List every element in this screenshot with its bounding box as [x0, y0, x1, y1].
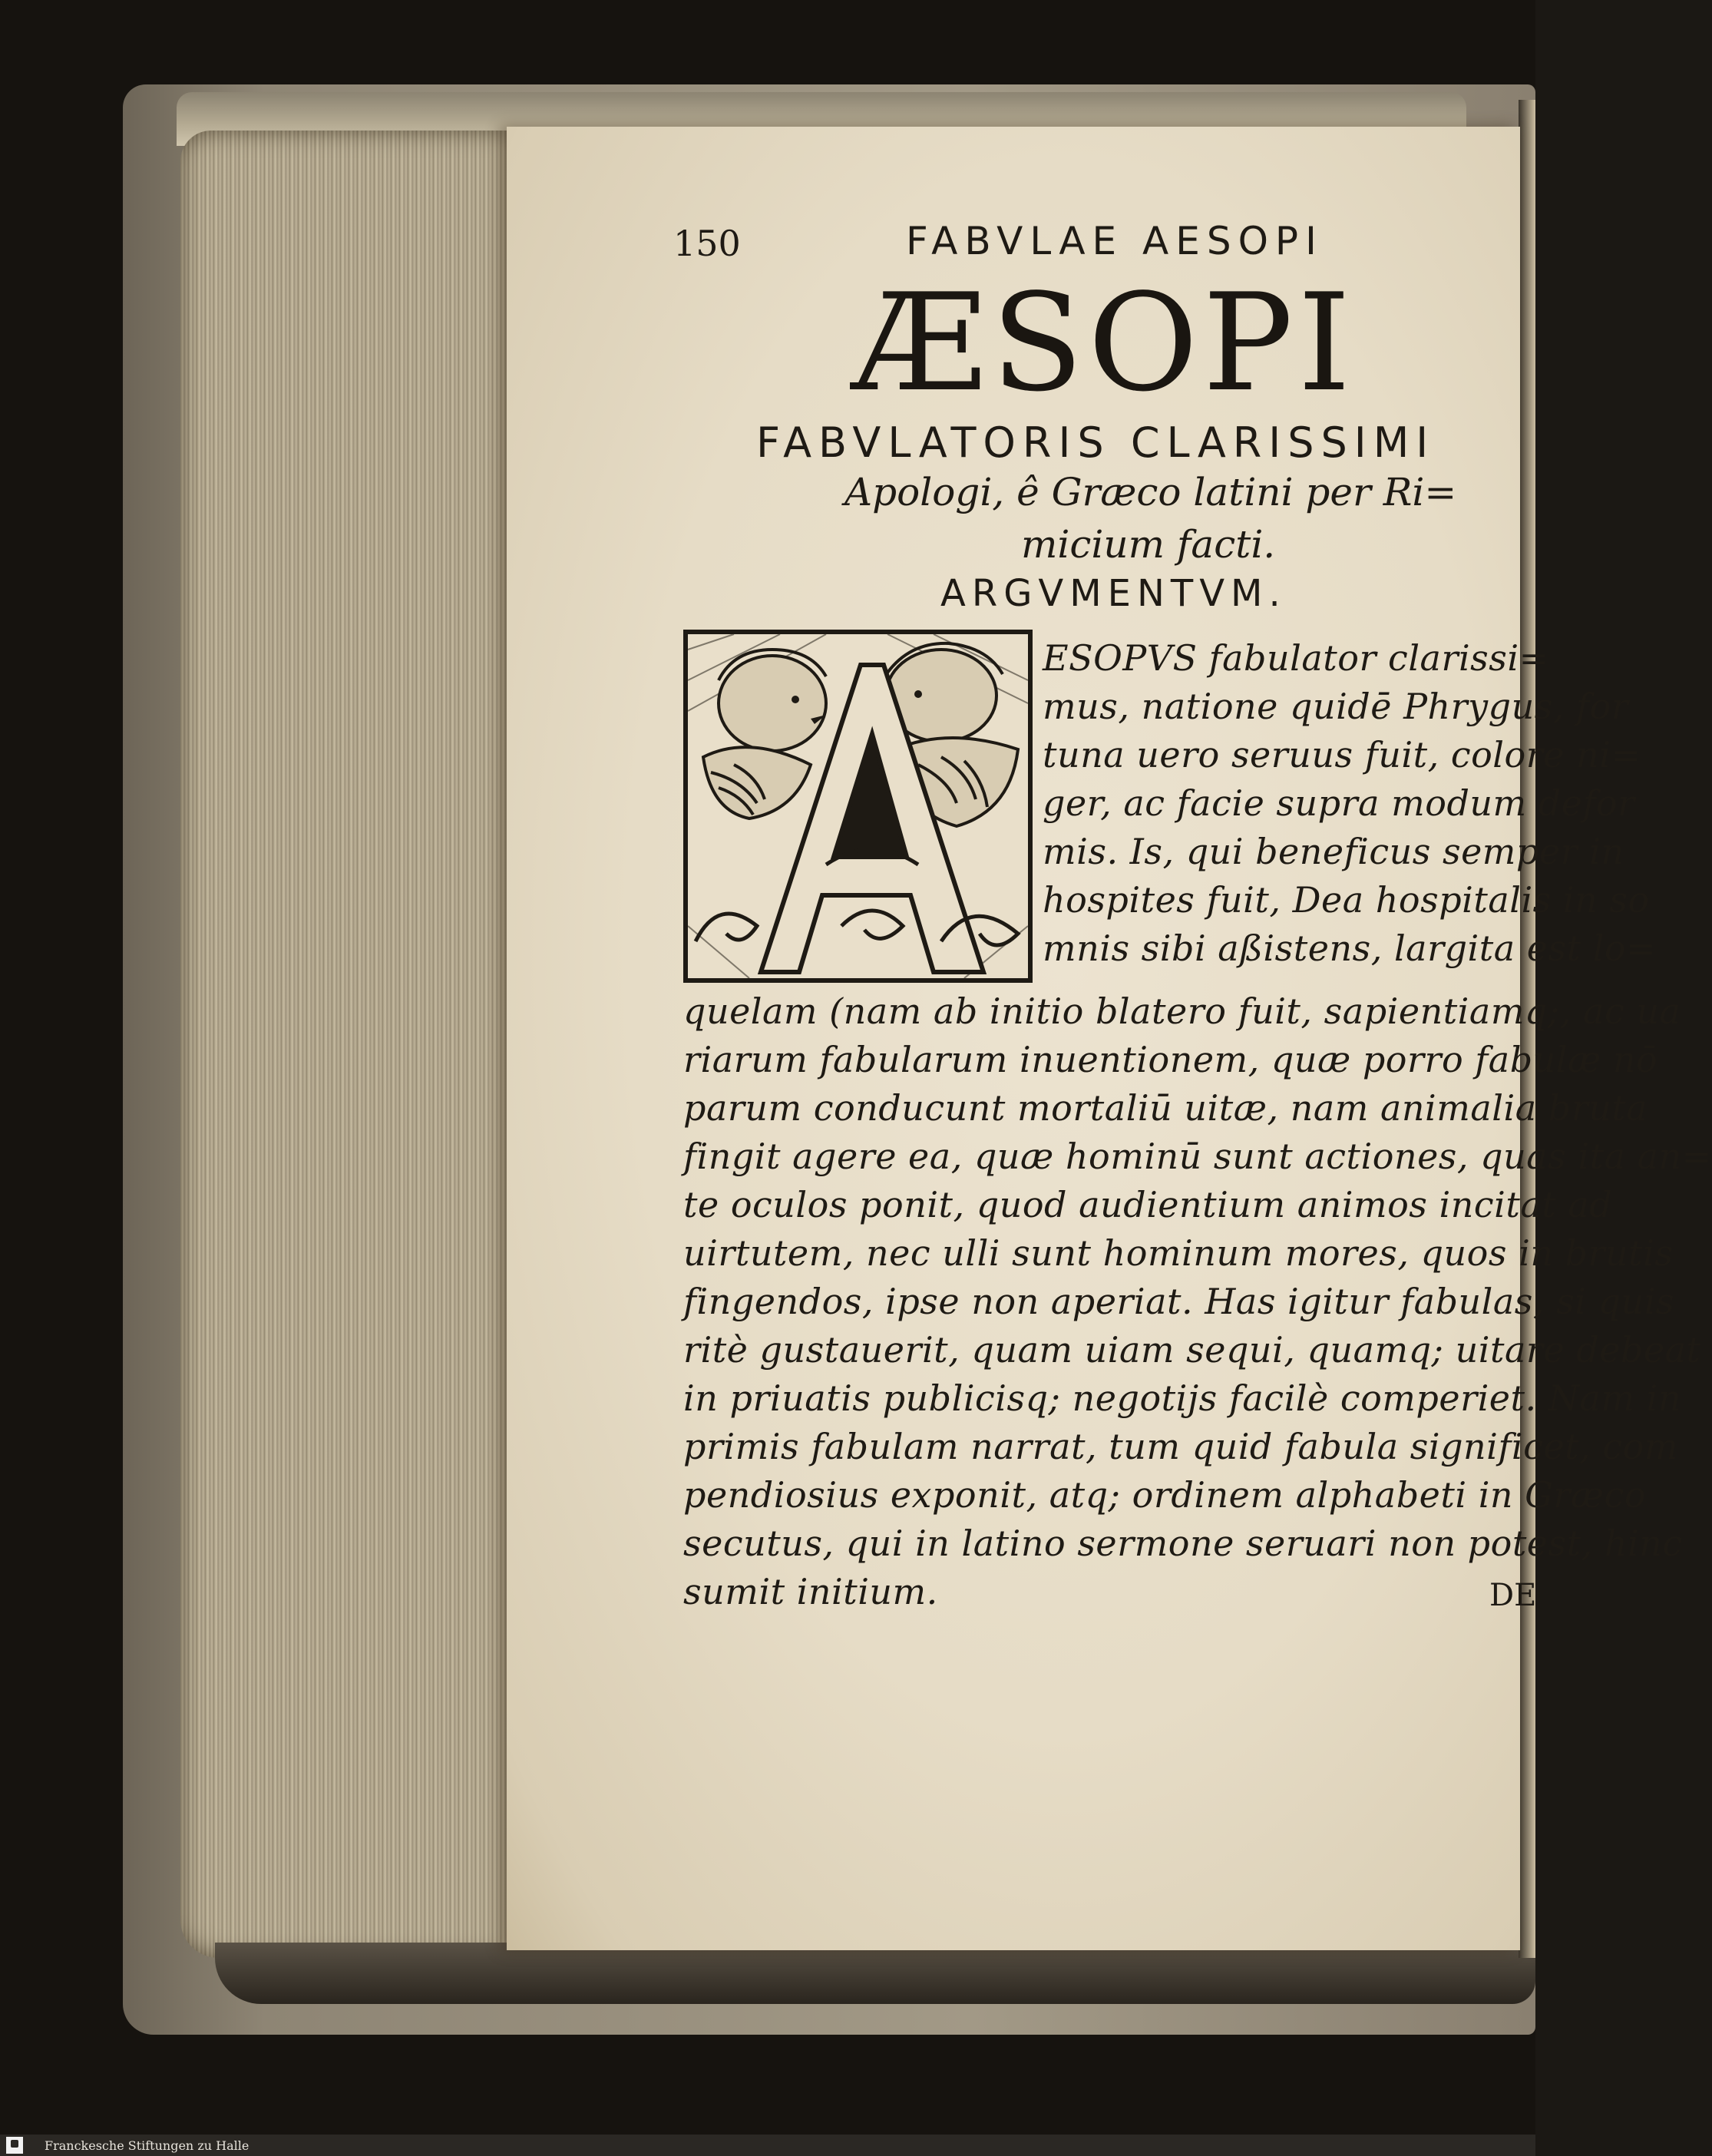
text-line: tuna uero seruus fuit, colore ni=: [1043, 734, 1641, 775]
footer-bar: [0, 2135, 1535, 2156]
page-number: 150: [673, 223, 741, 264]
text-line: te oculos ponit, quod audientium animos incitat ad: [683, 1184, 1613, 1225]
text-line: secutus, qui in latino sermone seruari non potest, hinc: [683, 1523, 1683, 1564]
text-line: parum conducunt mortaliū uitæ, nam animalia bruta: [683, 1087, 1648, 1129]
text-line: primis fabulam narrat, tum quid fabula significet, com: [683, 1426, 1678, 1467]
text-line: hospites fuit, Dea hospitalis in so: [1043, 879, 1650, 921]
text-line: quelam (nam ab initio blatero fuit, sapientiamq;, ac ua: [683, 990, 1681, 1032]
section-heading: ARGVMENTVM.: [940, 572, 1287, 615]
woodcut-cherubs-illustration: [688, 634, 1028, 978]
text-line: riarum fabularum inuentionem, quæ porro fabulæ nō: [683, 1039, 1658, 1080]
book-bottom-edge: [215, 1943, 1535, 2004]
text-line: ger, ac facie supra modum defor: [1043, 782, 1635, 824]
footer-institution-label: Franckesche Stiftungen zu Halle: [45, 2138, 250, 2153]
catchword: DE: [1489, 1578, 1537, 1613]
text-line: sumit initium.: [683, 1571, 938, 1612]
text-line: mnis sibi aßistens, largita est lo=: [1043, 928, 1657, 969]
text-line: pendiosius exponit, atq; ordinem alphabeti in Græco: [683, 1474, 1647, 1516]
subtitle-line-1: FABVLATORIS CLARISSIMI: [756, 418, 1436, 467]
text-line: fingit agere ea, quæ hominū sunt actiones, quas ita an=: [683, 1136, 1712, 1177]
text-line: fingendos, ipse non aperiat. Has igitur fabulas, si quis: [683, 1281, 1674, 1322]
text-line: uirtutem, nec ulli sunt hominum mores, quos in brutis: [683, 1232, 1674, 1274]
subtitle-line-3: micium facti.: [1021, 522, 1276, 567]
text-line: ritè gustauerit, quam uiam sequi, quamq; uitare debeat: [683, 1329, 1701, 1371]
text-line: mus, natione quidē Phrygus, for: [1043, 686, 1629, 727]
subtitle-line-2: Apologi, ê Græco latini per Ri=: [844, 470, 1457, 514]
page-title: ÆSOPI: [852, 266, 1356, 422]
franckesche-stiftungen-logo-icon: [6, 2137, 23, 2154]
text-line: in priuatis publicisq; negotijs facilè comperiet. Nam in: [683, 1377, 1681, 1419]
text-line: mis. Is, qui beneficus semper in: [1043, 831, 1624, 872]
running-head: FABVLAE AESOPI: [906, 219, 1324, 263]
book-fore-edge-pages: [180, 131, 518, 1958]
text-line: ESOPVS fabulator clarissi=: [1043, 637, 1549, 679]
woodcut-initial: [683, 630, 1033, 983]
